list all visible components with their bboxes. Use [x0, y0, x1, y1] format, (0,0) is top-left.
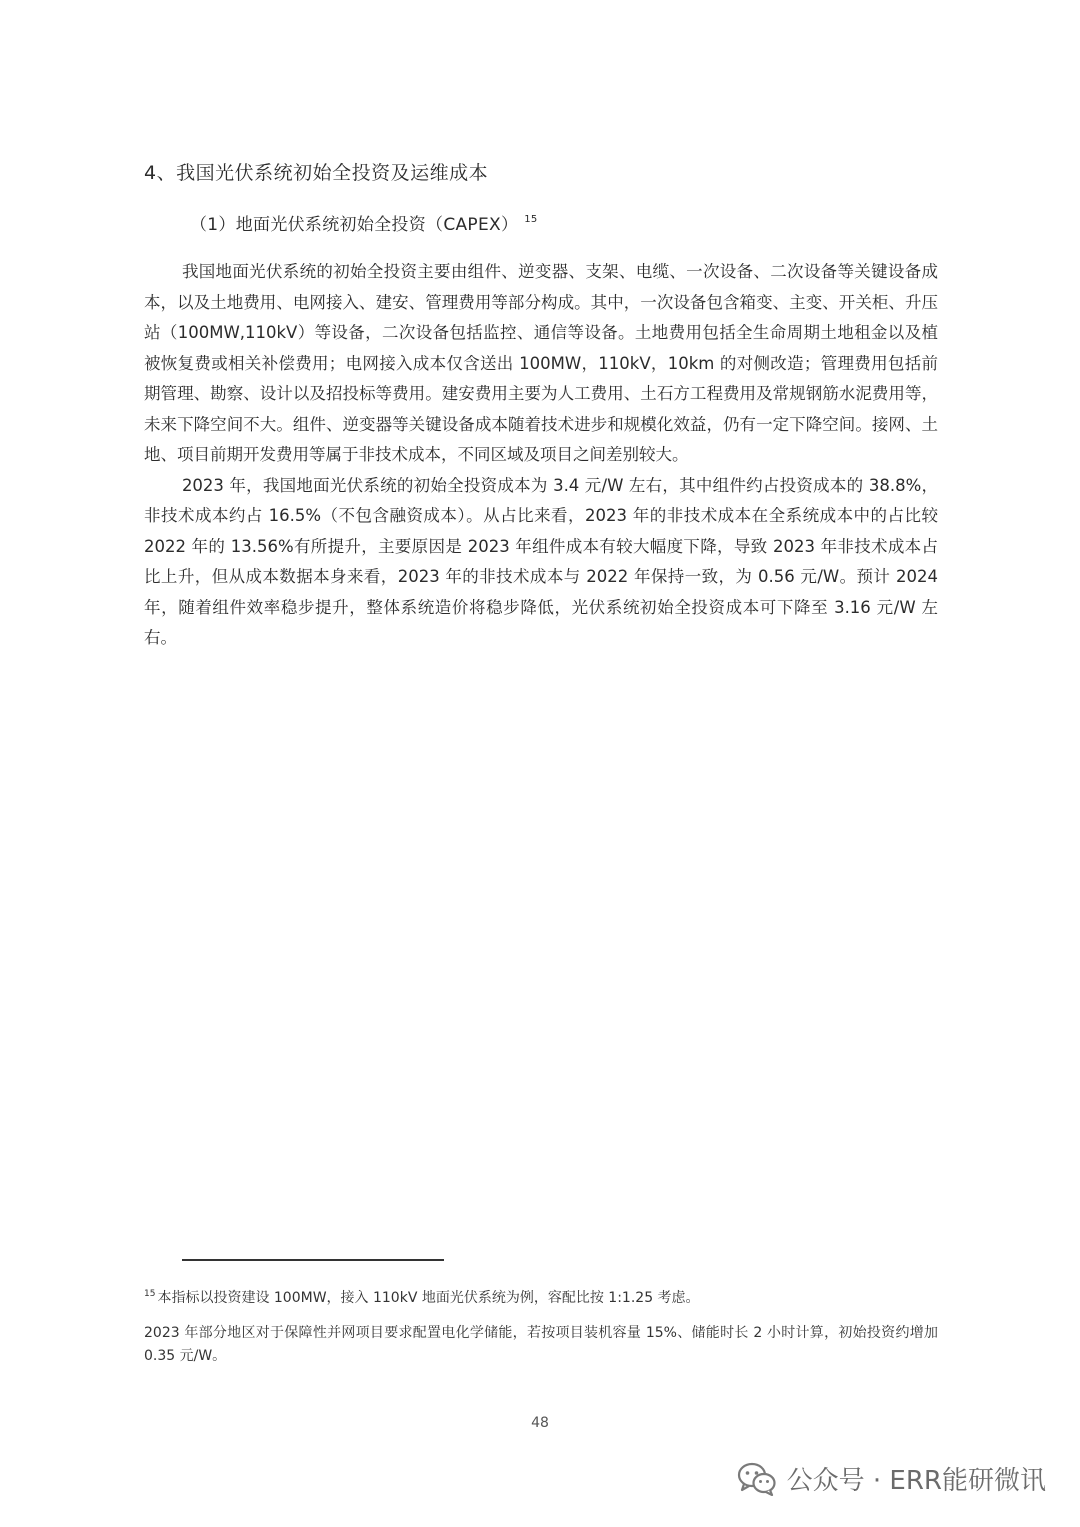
footnote-storage-note: 2023 年部分地区对于保障性并网项目要求配置电化学储能，若按项目装机容量 15%、储能时长 2 小时计算，初始投资约增加 0.35 元/W。 [144, 1325, 938, 1364]
page-number: 48 [531, 1415, 549, 1431]
section-heading: 4、我国光伏系统初始全投资及运维成本 [144, 162, 489, 184]
body-text [144, 257, 938, 654]
footnote-number: 15 [144, 1289, 156, 1299]
footnote-reference[interactable]: 15 [524, 214, 538, 225]
footnote-15-text: 本指标以投资建设 100MW，接入 110kV 地面光伏系统为例，容配比按 1:1.25 考虑。 [157, 1290, 700, 1306]
subsection-heading [190, 210, 538, 235]
paragraph-capex-composition: 我国地面光伏系统的初始全投资主要由组件、逆变器、支架、电缆、一次设备、二次设备等关键设备成本，以及土地费用、电网接入、建安、管理费用等部分构成。其中，一次设备包含箱变、主变、开关柜、升压站（100MW,110kV）等设备，二次设备包括监控、通信等设备。土地费用包括全生命周期土地租金以及植被恢复费或相关补偿费用；电网接入成本仅含送出 100MW，110kV，10km 的对侧改造；管理费用包括前期管理、勘察、设计以及招投标等费用。建安费用主要为人工费用、土石方工程费用及常规钢筋水泥费用等，未来下降空间不大。组件、逆变器等关键设备成本随着技术进步和规模化效益，仍有一定下降空间。接网、土地、项目前期开发费用等属于非技术成本，不同区域及项目之间差别较大。 [144, 262, 938, 464]
subsection-heading-text: （1）地面光伏系统初始全投资（CAPEX） [190, 215, 519, 235]
footnote-15 [144, 1283, 938, 1310]
wechat-icon [737, 1462, 777, 1496]
watermark-text: 公众号 · ERR能研微讯 [786, 1466, 1046, 1496]
paragraph-capex-2023: 2023 年，我国地面光伏系统的初始全投资成本为 3.4 元/W 左右，其中组件约占投资成本的 38.8%，非技术成本约占 16.5%（不包含融资成本）。从占比来看，2023 年的非技术成本在全系统成本中的占比较 2022 年的 13.56%有所提升，主要原因是 2023 年组件成本有较大幅度下降，导致 2023 年非技术成本占比上升，但从成本数据本身来看，2023 年的非技术成本与 2022 年保持一致，为 0.56 元/W。预计 2024 年，随着组件效率稳步提升，整体系统造价将稳步降低，光伏系统初始全投资成本可下降至 3.16 元/W 左右。 [144, 475, 938, 647]
wechat-watermark [737, 1460, 1046, 1497]
footnote-divider [182, 1259, 444, 1261]
